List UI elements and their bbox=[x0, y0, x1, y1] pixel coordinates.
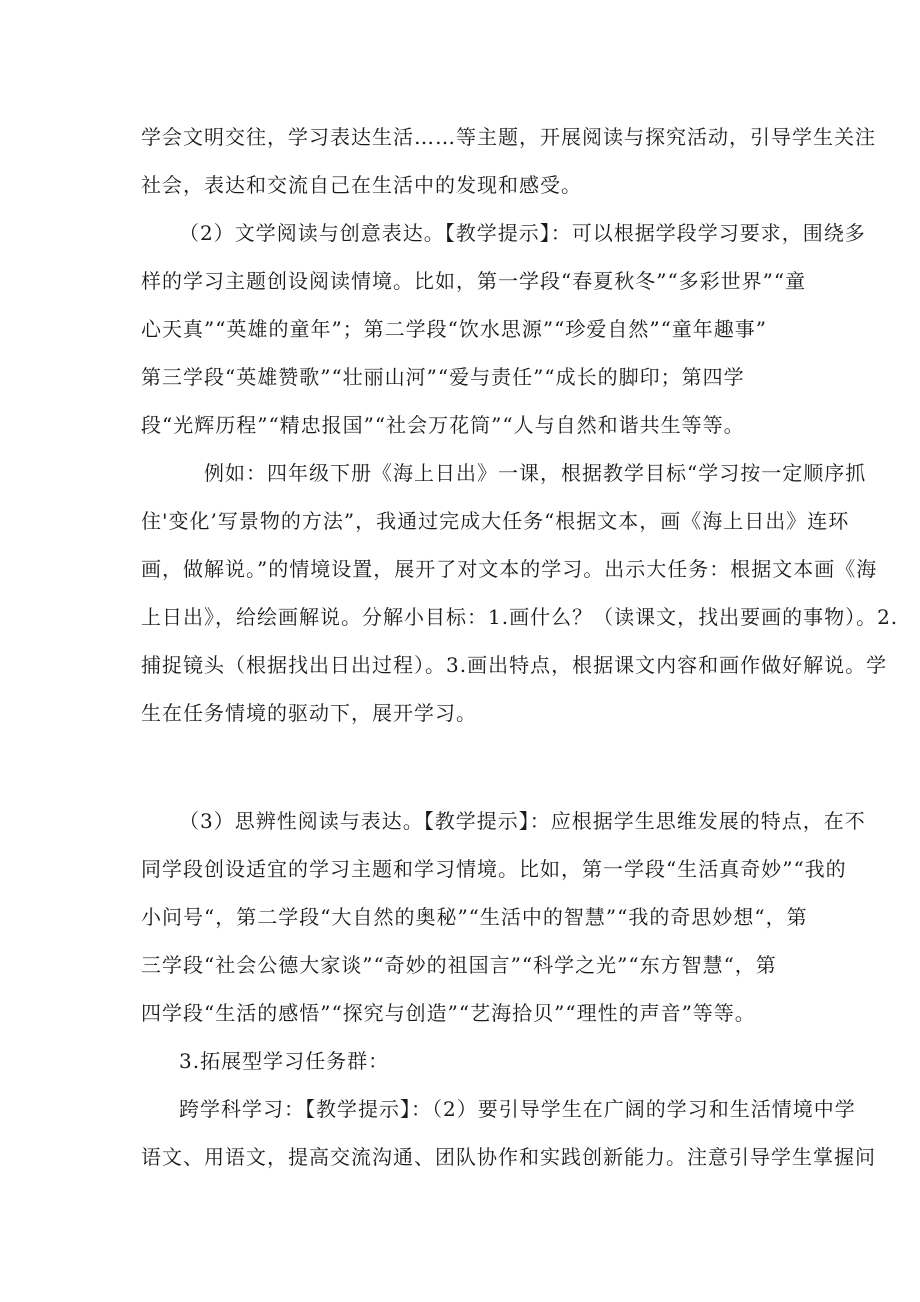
text-line: 三学段“社会公德大家谈”“奇妙的祖国言”“科学之光”“东方智慧“，第 bbox=[141, 953, 777, 977]
text-line: 3.拓展型学习任务群： bbox=[179, 1049, 390, 1073]
text-line: 上日出》，给绘画解说。分解小目标：1.画什么？（读课文，找出要画的事物）。2. bbox=[141, 605, 899, 629]
text-line: 四学段“生活的感悟”“探究与创造”“艺海拾贝”“理性的声音”等等。 bbox=[141, 1001, 756, 1025]
text-line: （2）文学阅读与创意表达。【教学提示】：可以根据学段学习要求，围绕多 bbox=[179, 221, 866, 245]
text-line: 捕捉镜头（根据找出日出过程）。3.画出特点，根据课文内容和画作做好解说。学 bbox=[141, 653, 888, 677]
text-line: 例如：四年级下册《海上日出》一课，根据教学目标“学习按一定顺序抓 bbox=[204, 461, 867, 485]
text-line: 小问号“，第二学段“大自然的奥秘”“生活中的智慧”“我的奇思妙想“，第 bbox=[141, 905, 808, 929]
text-line: 心天真”“英雄的童年”；第二学段“饮水思源”“珍爱自然”“童年趣事” bbox=[141, 317, 768, 341]
text-line: 段“光辉历程”“精忠报国”“社会万花筒”“人与自然和谐共生等等。 bbox=[141, 413, 745, 437]
text-line: 学会文明交往，学习表达生活……等主题，开展阅读与探究活动，引导学生关注 bbox=[141, 125, 876, 149]
text-line: 画，做解说。”的情境设置，展开了对文本的学习。出示大任务：根据文本画《海 bbox=[141, 557, 878, 581]
text-line: （3）思辨性阅读与表达。【教学提示】：应根据学生思维发展的特点，在不 bbox=[179, 809, 866, 833]
text-line: 社会，表达和交流自己在生活中的发现和感受。 bbox=[141, 173, 582, 197]
text-line: 跨学科学习：【教学提示】：（2）要引导学生在广阔的学习和生活情境中学 bbox=[179, 1097, 856, 1121]
text-line: 第三学段“英雄赞歌”“壮丽山河”“爱与责任”“成长的脚印；第四学 bbox=[141, 365, 745, 389]
text-line: 样的学习主题创设阅读情境。比如，第一学段“春夏秋冬”“多彩世界”“童 bbox=[141, 269, 807, 293]
text-line: 住'变化’写景物的方法”，我通过完成大任务“根据文本，画《海上日出》连环 bbox=[141, 509, 850, 533]
text-line: 语文、用语文，提高交流沟通、团队协作和实践创新能力。注意引导学生掌握问 bbox=[141, 1145, 876, 1169]
text-line: 生在任务情境的驱动下，展开学习。 bbox=[141, 701, 477, 725]
text-line: 同学段创设适宜的学习主题和学习情境。比如，第一学段“生活真奇妙”“我的 bbox=[141, 857, 847, 881]
